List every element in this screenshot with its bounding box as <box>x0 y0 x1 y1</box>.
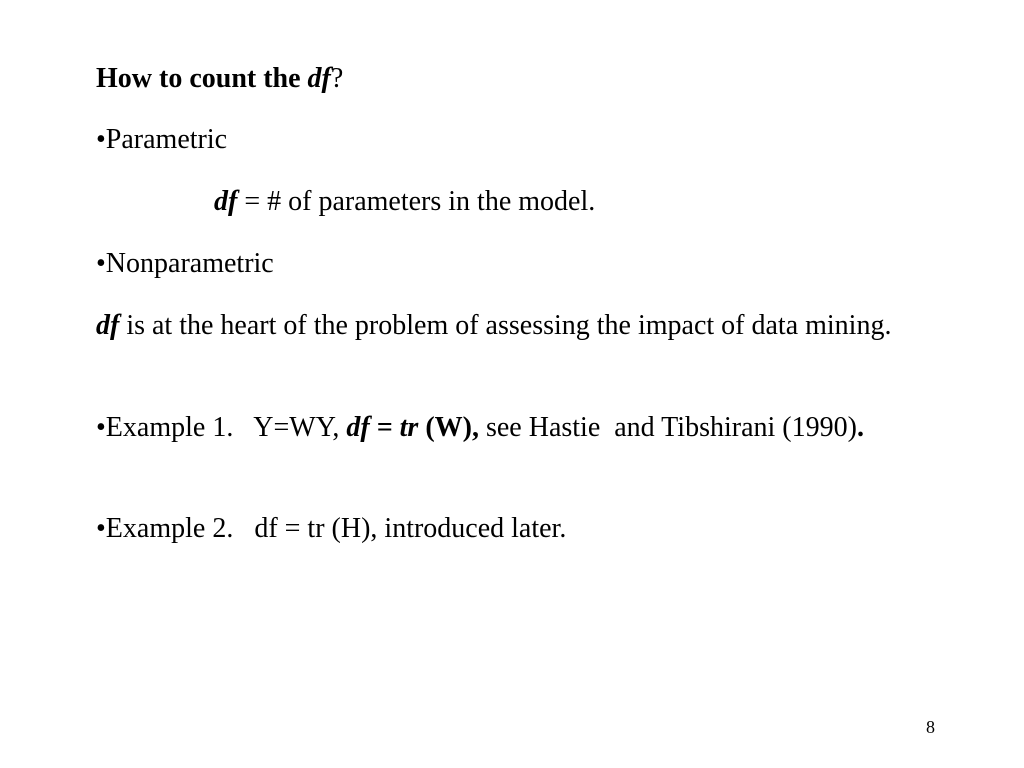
example1-text: see Hastie and Tibshirani (1990) <box>478 412 857 443</box>
bullet-parametric: •Parametric <box>96 124 228 155</box>
example1-formula: df = tr <box>346 412 419 443</box>
title-suffix: ? <box>330 63 344 94</box>
parametric-def-text: = # of parameters in the model. <box>237 186 596 217</box>
parametric-definition <box>214 184 595 220</box>
bullet-example-2: •Example 2. df = tr (H), introduced later. <box>96 513 567 544</box>
title-term: df <box>307 63 331 94</box>
nonparametric-def-text: is at the heart of the problem of assessing the impact of data mining. <box>119 310 892 341</box>
example1-prefix: •Example 1. Y=WY, <box>96 412 347 443</box>
nonparametric-definition <box>96 308 966 344</box>
slide-title <box>96 61 343 97</box>
example1-end: . <box>856 412 864 443</box>
nonparametric-def-term: df <box>96 310 120 341</box>
bullet-example-1 <box>96 410 966 446</box>
bullet-nonparametric: •Nonparametric <box>96 248 274 279</box>
parametric-def-term: df <box>214 186 238 217</box>
example1-arg: (W), <box>418 412 479 443</box>
title-prefix: How to count the <box>96 63 308 94</box>
page-number: 8 <box>926 717 935 737</box>
